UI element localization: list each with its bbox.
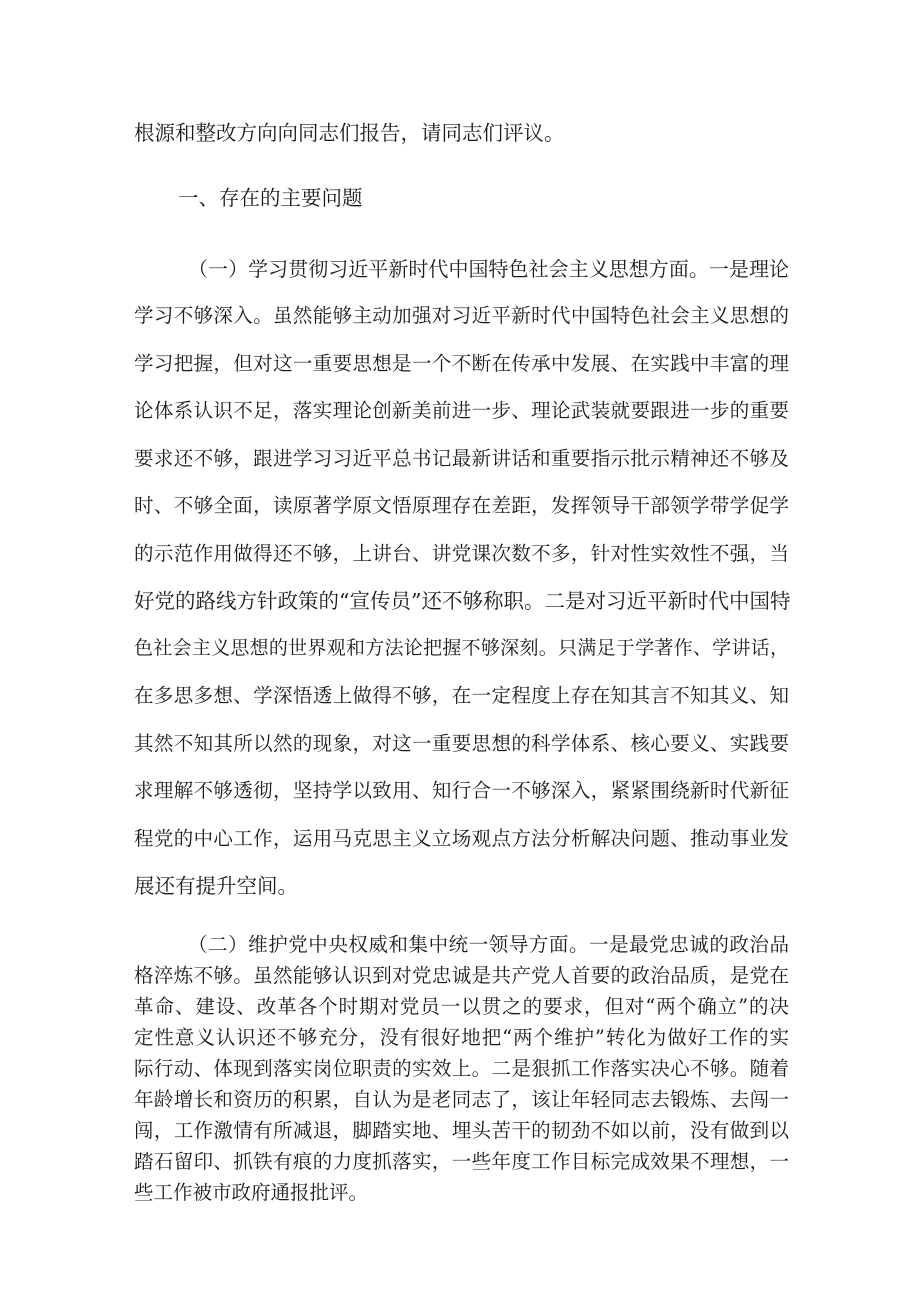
paragraph-line: 要求还不够，跟进学习习近平总书记最新讲话和重要指示批示精神还不够及 — [134, 447, 789, 470]
section-heading: 一、存在的主要问题 — [178, 186, 363, 210]
paragraph-line: （二）维护党中央权威和集中统一领导方面。一是最党忠诚的政治品 — [188, 933, 789, 956]
paragraph-line: 展还有提升空间。 — [134, 874, 298, 898]
paragraph-line: 际行动、体现到落实岗位职责的实效上。二是狠抓工作落实决心不够。随着 — [134, 1057, 789, 1080]
paragraph-line: 其然不知其所以然的现象，对这一重要思想的科学体系、核心要义、实践要 — [134, 732, 789, 755]
paragraph-line: （一）学习贯彻习近平新时代中国特色社会主义思想方面。一是理论 — [188, 257, 789, 281]
intro-text-line: 根源和整改方向向同志们报告，请同志们评议。 — [134, 121, 565, 145]
paragraph-line: 定性意义认识还不够充分，没有很好地把“两个维护”转化为做好工作的实 — [134, 1026, 789, 1049]
paragraph-line: 在多思多想、学深悟透上做得不够，在一定程度上存在知其言不知其义、知 — [134, 684, 789, 707]
paragraph-line: 论体系认识不足，落实理论创新美前进一步、理论武装就要跟进一步的重要 — [134, 399, 789, 422]
paragraph-line: 闯，工作激情有所减退，脚踏实地、埋头苦干的韧劲不如以前，没有做到以 — [134, 1119, 789, 1142]
paragraph-line: 踏石留印、抓铁有痕的力度抓落实，一些年度工作目标完成效果不理想，一 — [134, 1150, 789, 1173]
paragraph-line: 色社会主义思想的世界观和方法论把握不够深刻。只满足于学著作、学讲话， — [134, 637, 789, 659]
paragraph-line: 好党的路线方针政策的“宣传员”还不够称职。二是对习近平新时代中国特 — [134, 589, 791, 613]
paragraph-line: 的示范作用做得还不够，上讲台、讲党课次数不多，针对性实效性不强，当 — [134, 542, 789, 565]
paragraph-line: 程党的中心工作，运用马克思主义立场观点方法分析解决问题、推动事业发 — [134, 827, 789, 850]
paragraph-line: 学习不够深入。虽然能够主动加强对习近平新时代中国特色社会主义思想的 — [134, 304, 789, 327]
paragraph-line: 年龄增长和资历的积累，自认为是老同志了，该让年轻同志去锻炼、去闯一 — [134, 1088, 789, 1111]
paragraph-line: 时、不够全面，读原著学原文悟原理存在差距，发挥领导干部领学带学促学 — [134, 494, 789, 517]
paragraph-line: 些工作被市政府通报批评。 — [134, 1181, 369, 1204]
paragraph-line: 格淬炼不够。虽然能够认识到对党忠诚是共产党人首要的政治品质，是党在 — [134, 964, 789, 987]
paragraph-line: 革命、建设、改革各个时期对党员一以贯之的要求，但对“两个确立”的决 — [134, 995, 789, 1018]
paragraph-line: 学习把握，但对这一重要思想是一个不断在传承中发展、在实践中丰富的理 — [134, 352, 789, 375]
paragraph-line: 求理解不够透彻，坚持学以致用、知行合一不够深入，紧紧围绕新时代新征 — [134, 779, 789, 802]
